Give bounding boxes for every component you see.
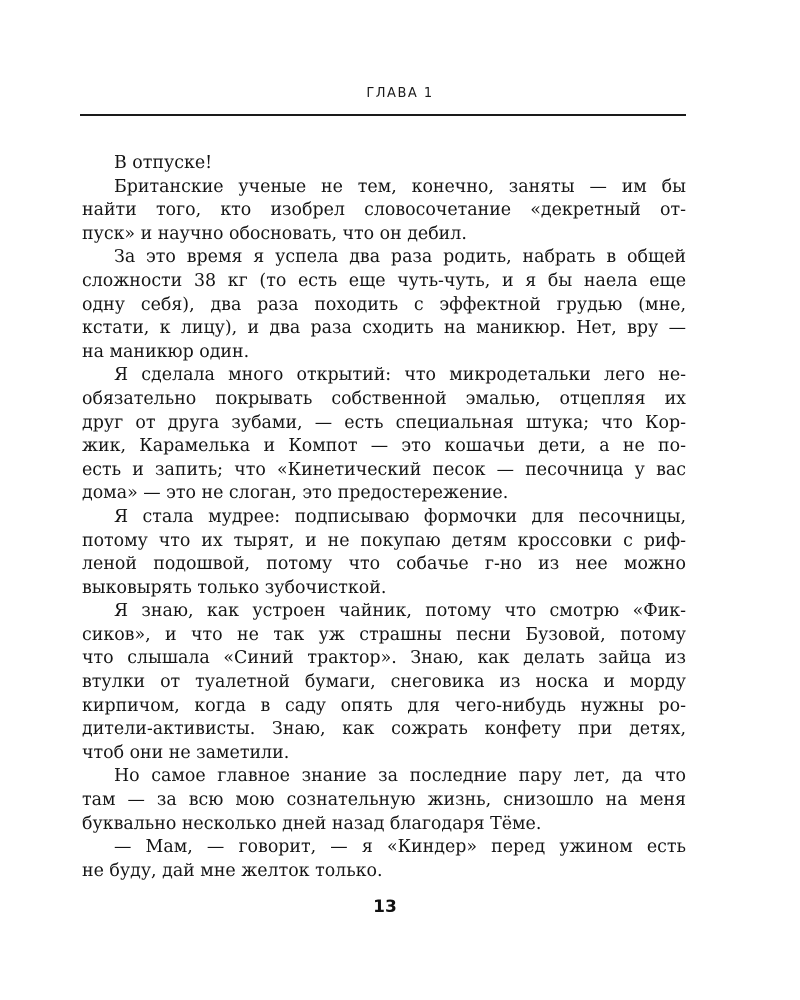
text-line: сиков», и что не так уж страшны песни Бузовой, потому <box>82 624 686 645</box>
text-line: пуск» и научно обосновать, что он дебил. <box>82 223 467 244</box>
text-line: что слышала «Синий трактор». Знаю, как делать зайца из <box>82 648 686 669</box>
header-rule <box>80 114 686 116</box>
text-line: Но самое главное знание за последние пару лет, да что <box>114 766 686 787</box>
text-line: выковырять только зубочисткой. <box>82 577 387 598</box>
text-line: не буду, дай мне желток только. <box>82 860 383 881</box>
text-line: леной подошвой, потому что собачье г-но из нее можно <box>82 554 686 575</box>
text-line: друг от друга зубами, — есть специальная штука; что Кор- <box>82 412 686 433</box>
text-line: За это время я успела два раза родить, набрать в общей <box>114 247 686 268</box>
text-line: В отпуске! <box>114 153 213 173</box>
text-line: кстати, к лицу), и два раза сходить на маникюр. Нет, вру — <box>82 318 686 339</box>
text-line: на маникюр один. <box>82 341 250 362</box>
text-line: есть и запить; что «Кинетический песок — песочница у вас <box>82 459 686 480</box>
text-line: Британские ученые не тем, конечно, заняты — им бы <box>114 176 686 197</box>
text-line: Я сделала много открытий: что микродетальки лего не- <box>114 365 686 386</box>
body-text <box>82 152 686 883</box>
page-number: 13 <box>373 897 397 917</box>
text-line: сложности 38 кг (то есть еще чуть-чуть, и я бы наела еще <box>82 270 686 291</box>
text-line: найти того, кто изобрел словосочетание «декретный от- <box>82 200 686 221</box>
text-line: дители-активисты. Знаю, как сожрать конфету при детях, <box>82 719 686 740</box>
text-line: буквально несколько дней назад благодаря Тёме. <box>82 813 542 834</box>
text-line: Я стала мудрее: подписываю формочки для песочницы, <box>114 506 686 527</box>
text-line: обязательно покрывать собственной эмалью, отцепляя их <box>82 388 686 409</box>
text-line: — Мам, — говорит, — я «Киндер» перед ужином есть <box>114 837 686 858</box>
text-line: втулки от туалетной бумаги, снеговика из носка и морду <box>82 672 686 693</box>
text-line: кирпичом, когда в саду опять для чего-нибудь нужны ро- <box>82 695 686 716</box>
running-head-chapter: ГЛАВА 1 <box>366 86 434 101</box>
text-line: Я знаю, как устроен чайник, потому что смотрю «Фик- <box>114 601 686 622</box>
text-line: потому что их тырят, и не покупаю детям кроссовки с риф- <box>82 530 686 551</box>
text-line: одну себя), два раза походить с эффектной грудью (мне, <box>82 294 686 315</box>
text-line: дома» — это не слоган, это предостережение. <box>82 483 509 504</box>
text-line: чтоб они не заметили. <box>82 742 290 763</box>
text-line: жик, Карамелька и Компот — это кошачьи дети, а не по- <box>82 436 686 457</box>
text-line: там — за всю мою сознательную жизнь, снизошло на меня <box>82 790 686 811</box>
